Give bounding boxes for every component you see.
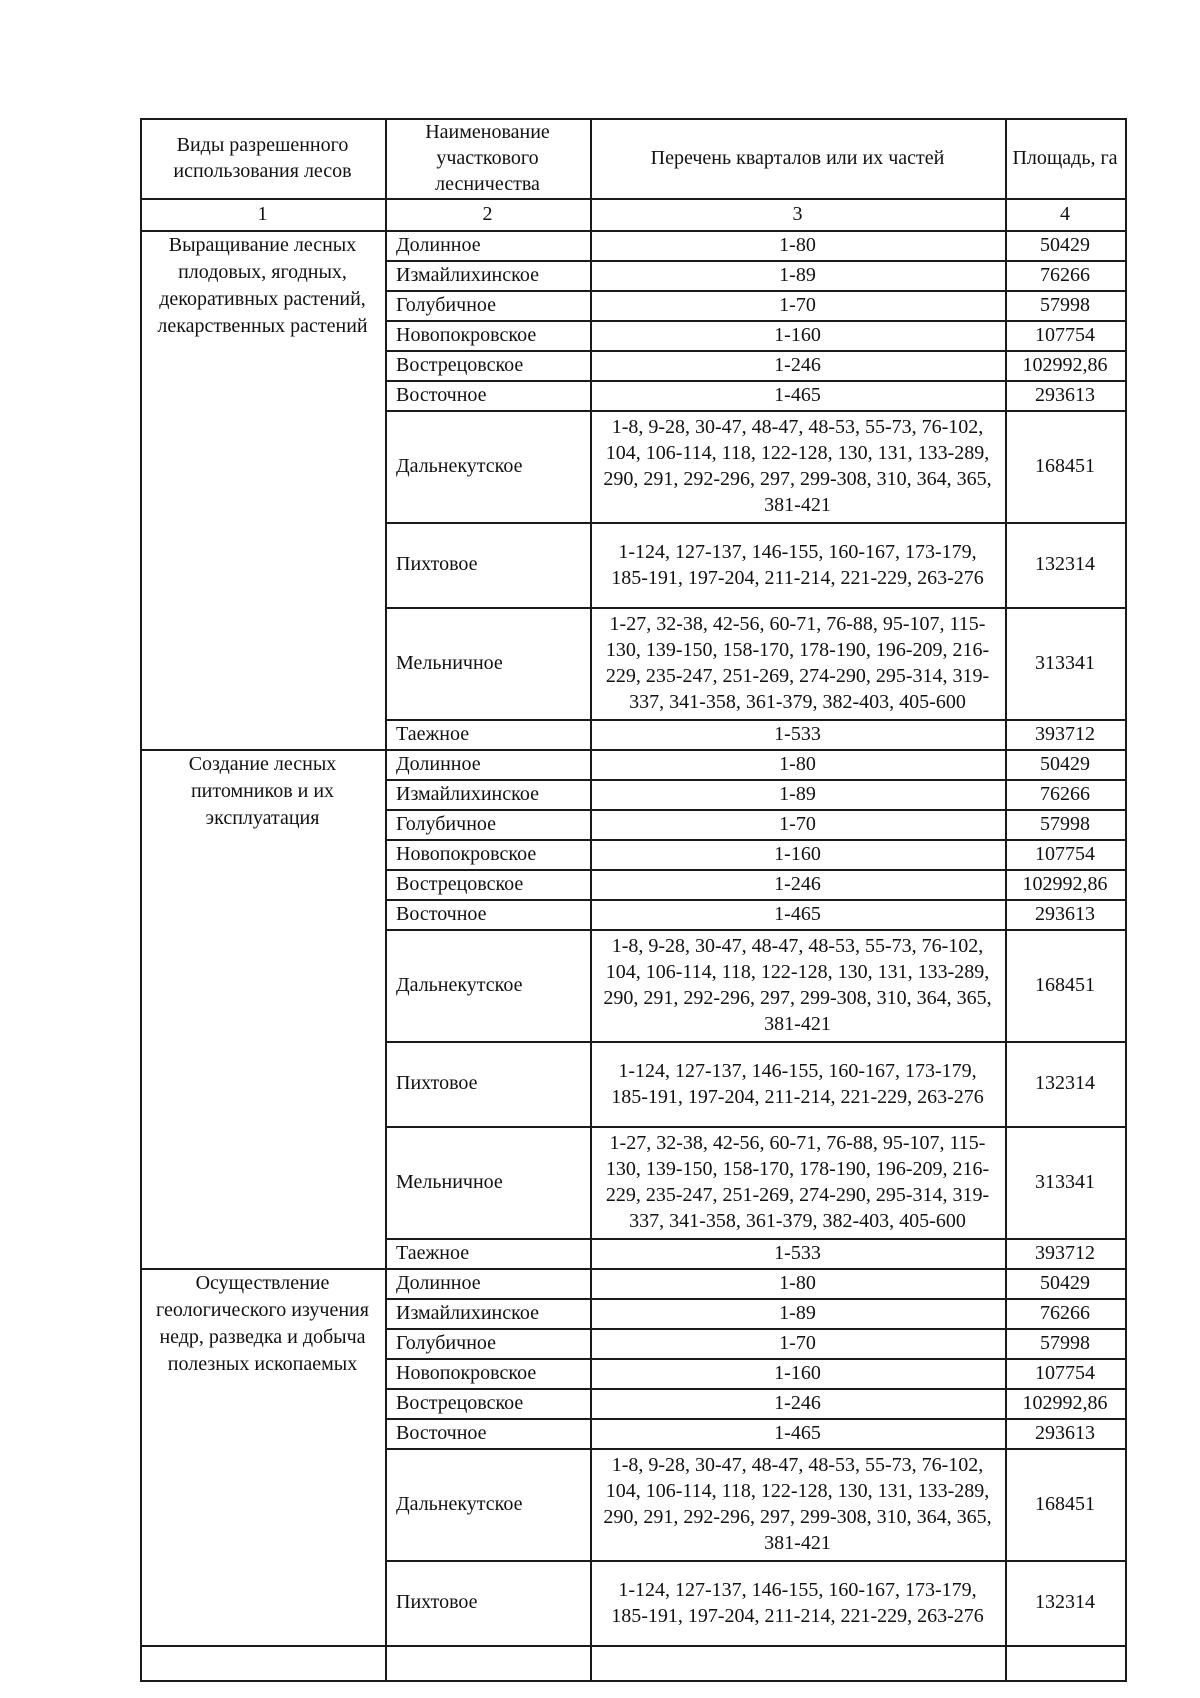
quarters-list: 1-160 xyxy=(774,843,821,865)
forestry-name: Дальнекутское xyxy=(396,973,523,996)
area-value: 393712 xyxy=(1035,722,1095,745)
forestry-name: Восточное xyxy=(396,1421,487,1444)
area-value: 132314 xyxy=(1035,553,1095,575)
area-value: 50429 xyxy=(1040,1271,1090,1294)
table-column-rule-3 xyxy=(1005,118,1007,1680)
quarters-list: 1-8, 9-28, 30-47, 48-47, 48-53, 55-73, 76-102, 104, 106-114, 118, 122-128, 130, 131, 133-289, 290, 291, 292-296, 297, 299-308, 310, 364, 365, 381-421 xyxy=(603,416,992,516)
table-column-rule-0 xyxy=(140,118,142,1680)
area-value: 102992,86 xyxy=(1022,353,1108,376)
quarters-list: 1-465 xyxy=(774,903,821,925)
use-type-label: Выращивание лесных плодовых, ягодных, декоративных растений, лекарственных растений xyxy=(157,234,368,337)
quarters-list: 1-533 xyxy=(774,1242,821,1264)
area-value: 57998 xyxy=(1040,1331,1090,1354)
forestry-name: Новопокровское xyxy=(396,842,537,865)
area-value: 293613 xyxy=(1035,1421,1095,1444)
table-column-rule-1 xyxy=(385,118,387,1680)
column-number-2: 2 xyxy=(482,202,493,225)
header-area: Площадь, га xyxy=(1012,147,1118,169)
forestry-name: Вострецовское xyxy=(396,353,524,376)
area-value: 50429 xyxy=(1040,233,1090,256)
quarters-list: 1-533 xyxy=(774,723,821,745)
forestry-name: Таежное xyxy=(396,1241,470,1264)
area-value: 293613 xyxy=(1035,902,1095,925)
forestry-name: Измайлихинское xyxy=(396,1301,539,1324)
forestry-name: Новопокровское xyxy=(396,323,537,346)
area-value: 107754 xyxy=(1035,1361,1095,1384)
forestry-name: Пихтовое xyxy=(396,553,478,575)
forestry-name: Вострецовское xyxy=(396,1391,524,1414)
quarters-list: 1-89 xyxy=(779,783,816,805)
area-value: 76266 xyxy=(1040,1301,1090,1324)
area-value: 102992,86 xyxy=(1022,1391,1108,1414)
forestry-name: Измайлихинское xyxy=(396,782,539,805)
forestry-name: Голубичное xyxy=(396,1331,497,1354)
header-quarters: Перечень кварталов или их частей xyxy=(650,147,945,169)
forestry-name: Долинное xyxy=(396,752,481,775)
forestry-name: Восточное xyxy=(396,902,487,925)
column-number-4: 4 xyxy=(1060,202,1070,225)
forestry-name: Мельничное xyxy=(396,1170,503,1193)
forestry-name: Долинное xyxy=(396,1271,481,1294)
area-value: 76266 xyxy=(1040,263,1090,286)
area-value: 50429 xyxy=(1040,752,1090,775)
area-value: 313341 xyxy=(1035,1170,1095,1193)
use-type-label: Осуществление геологического изучения недр, разведка и добыча полезных ископаемых xyxy=(156,1272,369,1375)
quarters-list: 1-8, 9-28, 30-47, 48-47, 48-53, 55-73, 76-102, 104, 106-114, 118, 122-128, 130, 131, 133-289, 290, 291, 292-296, 297, 299-308, 310, 364, 365, 381-421 xyxy=(603,935,992,1035)
table-rule xyxy=(140,198,1125,200)
area-value: 57998 xyxy=(1040,293,1090,316)
quarters-list: 1-89 xyxy=(779,1302,816,1324)
area-value: 107754 xyxy=(1035,323,1095,346)
area-value: 57998 xyxy=(1040,812,1090,835)
quarters-list: 1-89 xyxy=(779,264,816,286)
quarters-list: 1-27, 32-38, 42-56, 60-71, 76-88, 95-107, 115-130, 139-150, 158-170, 178-190, 196-209, 216-229, 235-247, 251-269, 274-290, 295-314, 319-337, 341-358, 361-379, 382-403, 405-600 xyxy=(605,1132,990,1232)
column-number-3: 3 xyxy=(792,202,803,225)
area-value: 293613 xyxy=(1035,383,1095,406)
quarters-list: 1-124, 127-137, 146-155, 160-167, 173-179, 185-191, 197-204, 211-214, 221-229, 263-276 xyxy=(611,1578,984,1627)
quarters-list: 1-124, 127-137, 146-155, 160-167, 173-179, 185-191, 197-204, 211-214, 221-229, 263-276 xyxy=(611,1059,984,1108)
area-value: 393712 xyxy=(1035,1241,1095,1264)
quarters-list: 1-80 xyxy=(779,234,816,256)
table-column-rule-4 xyxy=(1125,118,1127,1680)
forestry-name: Новопокровское xyxy=(396,1361,537,1384)
area-value: 76266 xyxy=(1040,782,1090,805)
header-use-type: Виды разрешенного использования лесов xyxy=(173,134,352,182)
area-value: 313341 xyxy=(1035,651,1095,674)
forestry-name: Измайлихинское xyxy=(396,263,539,286)
area-value: 168451 xyxy=(1035,1492,1095,1515)
quarters-list: 1-465 xyxy=(774,1422,821,1444)
quarters-list: 1-27, 32-38, 42-56, 60-71, 76-88, 95-107, 115-130, 139-150, 158-170, 178-190, 196-209, 216-229, 235-247, 251-269, 274-290, 295-314, 319-337, 341-358, 361-379, 382-403, 405-600 xyxy=(605,613,990,713)
forestry-name: Вострецовское xyxy=(396,872,524,895)
quarters-list: 1-246 xyxy=(774,873,821,895)
quarters-list: 1-8, 9-28, 30-47, 48-47, 48-53, 55-73, 76-102, 104, 106-114, 118, 122-128, 130, 131, 133-289, 290, 291, 292-296, 297, 299-308, 310, 364, 365, 381-421 xyxy=(603,1454,992,1554)
area-value: 132314 xyxy=(1035,1072,1095,1094)
forestry-name: Пихтовое xyxy=(396,1591,478,1613)
header-forestry: Наименование участкового лесничества xyxy=(425,121,550,195)
area-value: 132314 xyxy=(1035,1591,1095,1613)
forestry-name: Мельничное xyxy=(396,651,503,674)
area-value: 107754 xyxy=(1035,842,1095,865)
quarters-list: 1-124, 127-137, 146-155, 160-167, 173-179, 185-191, 197-204, 211-214, 221-229, 263-276 xyxy=(611,540,984,589)
forestry-name: Восточное xyxy=(396,383,487,406)
quarters-list: 1-160 xyxy=(774,324,821,346)
quarters-list: 1-70 xyxy=(779,813,816,835)
forestry-name: Голубичное xyxy=(396,812,497,835)
table-top-rule xyxy=(140,118,1125,120)
area-value: 168451 xyxy=(1035,454,1095,477)
forestry-name: Голубичное xyxy=(396,293,497,316)
forestry-name: Долинное xyxy=(396,233,481,256)
quarters-list: 1-465 xyxy=(774,384,821,406)
forestry-name: Дальнекутское xyxy=(396,454,523,477)
use-type-label: Создание лесных питомников и их эксплуатация xyxy=(188,753,337,829)
quarters-list: 1-80 xyxy=(779,753,816,775)
quarters-list: 1-246 xyxy=(774,354,821,376)
area-value: 102992,86 xyxy=(1022,872,1108,895)
group-divider xyxy=(140,1645,385,1647)
table-column-rule-2 xyxy=(590,118,592,1680)
quarters-list: 1-246 xyxy=(774,1392,821,1414)
quarters-list: 1-70 xyxy=(779,294,816,316)
forestry-name: Дальнекутское xyxy=(396,1492,523,1515)
area-value: 168451 xyxy=(1035,973,1095,996)
quarters-list: 1-160 xyxy=(774,1362,821,1384)
quarters-list: 1-70 xyxy=(779,1332,816,1354)
table-bottom-rule xyxy=(140,1680,1127,1682)
table-rule xyxy=(385,1645,1125,1647)
forestry-name: Таежное xyxy=(396,722,470,745)
quarters-list: 1-80 xyxy=(779,1272,816,1294)
forestry-name: Пихтовое xyxy=(396,1072,478,1094)
column-number-1: 1 xyxy=(257,202,268,225)
